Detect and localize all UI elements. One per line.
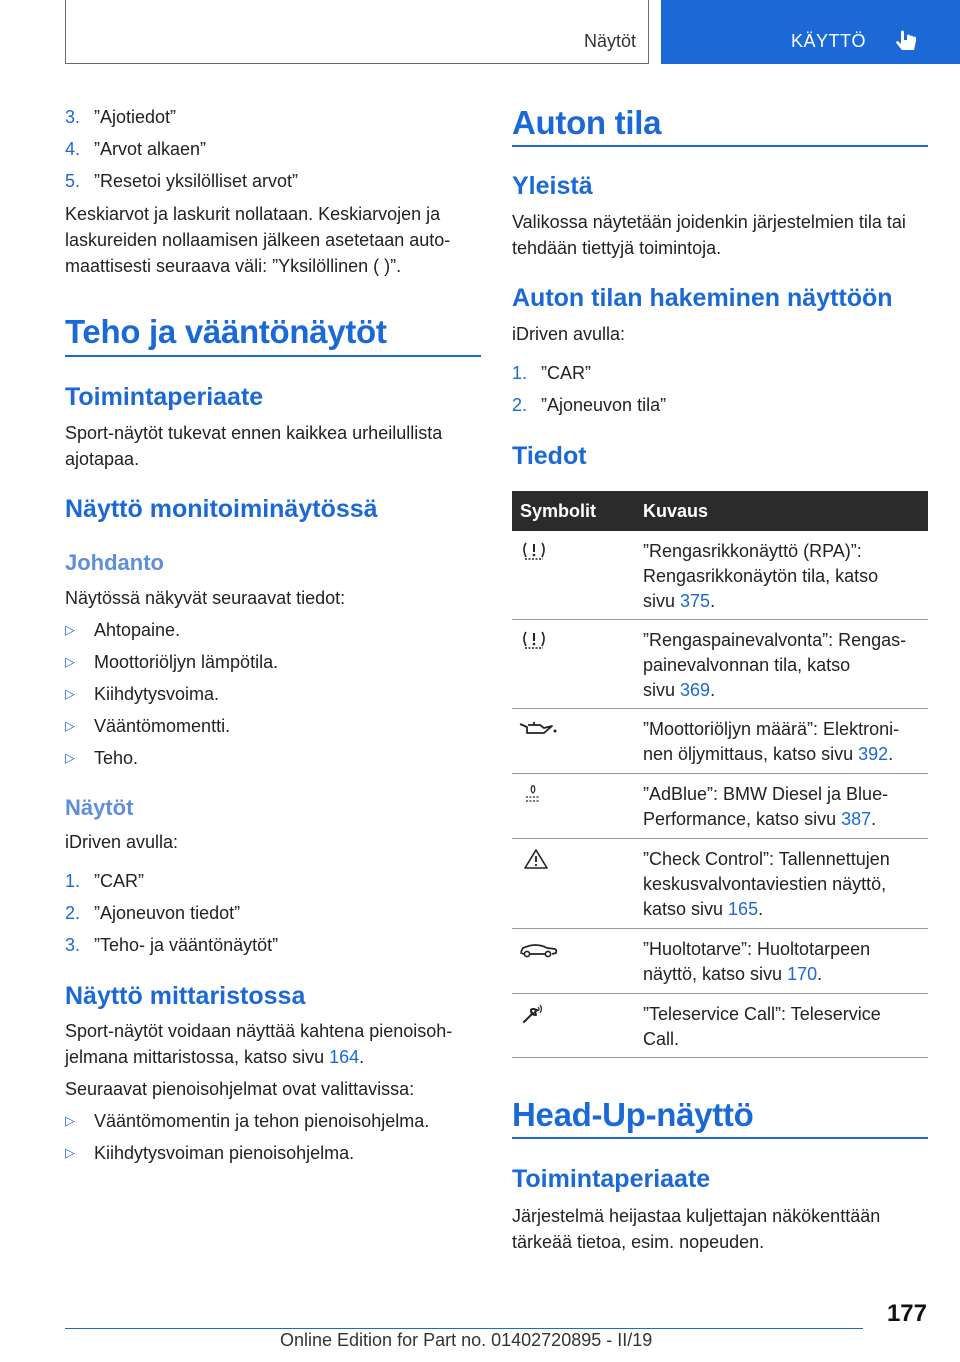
column-header-symbols: Symbolit [520,501,597,521]
step-text: ”CAR” [94,871,144,891]
bullet-icon: ▷ [65,1145,75,1160]
table-row [512,994,928,1058]
step-text: ”Arvot alkaen” [94,139,207,159]
heading-hud-principle: Toimintaperiaate [512,1165,711,1193]
table-row [512,839,928,929]
bullet-icon: ▷ [65,750,75,765]
step-text: ”CAR” [541,363,591,383]
list-item: Kiihdytysvoima. [94,684,220,704]
description-line [643,897,928,922]
reset-paragraph-line: Keskiarvot ja laskurit nollataan. Keskiarvojen ja [65,204,441,224]
page-link[interactable]: 164 [329,1047,360,1067]
description-line: ”Teleservice Call”: Teleservice [643,1004,881,1024]
bullet-icon: ▷ [65,654,75,669]
page-link[interactable]: 165 [728,899,759,919]
tire-pressure-icon [518,628,558,652]
header-section-title: Näytöt [583,31,636,51]
step-text: ”Ajotiedot” [94,107,177,127]
cluster-paragraph-line: Sport-näytöt voidaan näyttää kahtena pienoisoh- [65,1021,453,1041]
bullet-icon: ▷ [65,1113,75,1128]
description-text: nen öljymittaus, katso sivu [643,744,859,764]
description-text: sivu [643,680,681,700]
description-line [643,589,928,614]
column-header-description: Kuvaus [643,501,709,521]
adblue-icon [518,782,558,806]
list-item: Teho. [94,748,139,768]
general-paragraph-line: tehdään tiettyjä toimintoja. [512,238,722,258]
page-link[interactable]: 170 [787,964,818,984]
page-link[interactable]: 392 [858,744,889,764]
description-line: Call. [643,1029,680,1049]
row-description [643,937,928,987]
idrive-label: iDriven avulla: [512,324,626,344]
general-paragraph-line: Valikossa näytetään joidenkin järjestelmien tila tai [512,212,906,232]
cluster-paragraph-line [65,1044,364,1070]
row-description [643,539,928,614]
footer-edition: Online Edition for Part no. 01402720895 - II/19 [280,1330,653,1350]
header-section-box [65,0,649,64]
step-number: 2. [65,903,81,923]
bullet-icon: ▷ [65,686,75,701]
section-rule [512,145,928,147]
period: . [710,680,716,700]
step-number: 5. [65,171,81,191]
table-row [512,774,928,839]
heading-call-up: Auton tilan hakeminen näyttöön [512,284,893,312]
hud-paragraph-line: Järjestelmä heijastaa kuljettajan näkökenttään [512,1206,881,1226]
section-title-hud: Head-Up-näyttö [512,1096,754,1133]
available-paragraph: Seuraavat pienoisohjelmat ovat valittavissa: [65,1079,415,1099]
step-text: ”Teho- ja vääntönäytöt” [94,935,279,955]
page-link[interactable]: 369 [680,680,711,700]
description-text: katso sivu [643,899,729,919]
description-line: ”Rengasrikkonäyttö (RPA)”: [643,541,862,561]
description-line: ”Moottoriöljyn määrä”: Elektroni- [643,719,900,739]
row-description [643,782,928,832]
principle-paragraph-line: Sport-näytöt tukevat ennen kaikkea urheilullista [65,423,443,443]
reset-paragraph-line: maattisesti seuraava väli: ”Yksilöllinen ( )”. [65,256,402,276]
step-text: ”Resetoi yksilölliset arvot” [94,171,299,191]
step-text: ”Ajoneuvon tila” [541,395,667,415]
description-line: ”Check Control”: Tallennettujen [643,849,890,869]
description-line: ”Rengaspainevalvonta”: Rengas- [643,630,907,650]
section-title-vehicle-status: Auton tila [512,104,662,141]
section-rule [65,355,481,357]
intro-paragraph: Näytössä näkyvät seuraavat tiedot: [65,588,346,608]
row-description [643,628,928,703]
period: . [758,899,764,919]
header-chapter-tab[interactable] [661,0,960,64]
description-text: sivu [643,591,681,611]
description-line: Rengasrikkonäytön tila, katso [643,566,879,586]
description-line: keskusvalvontaviestien näyttö, [643,874,887,894]
period: . [888,744,894,764]
car-service-icon [518,937,558,961]
idrive-label: iDriven avulla: [65,832,179,852]
section-title-power: Teho ja vääntönäytöt [65,313,387,350]
warning-triangle-icon [518,847,558,871]
description-line [643,807,928,832]
heading-info: Tiedot [512,442,587,470]
heading-principle: Toimintaperiaate [65,383,264,411]
wrench-call-icon [518,1002,558,1026]
bullet-icon: ▷ [65,622,75,637]
cluster-text: jelmana mittaristossa, katso sivu [65,1047,325,1067]
footer-rule [65,1328,863,1329]
list-item: Vääntömomentin ja tehon pienoisohjelma. [94,1111,430,1131]
principle-paragraph-line: ajotapaa. [65,449,140,469]
period: . [871,809,877,829]
page-link[interactable]: 375 [680,591,711,611]
table-row [512,929,928,994]
step-number: 1. [65,871,81,891]
list-item: Moottoriöljyn lämpötila. [94,652,279,672]
description-line: ”AdBlue”: BMW Diesel ja Blue- [643,784,889,804]
description-line: painevalvonnan tila, katso [643,655,851,675]
bullet-icon: ▷ [65,718,75,733]
step-text: ”Ajoneuvon tiedot” [94,903,241,923]
heading-intro: Johdanto [65,550,164,575]
step-number: 4. [65,139,81,159]
row-description [643,847,928,922]
row-description [643,717,928,767]
header-chapter-title: KÄYTTÖ [791,31,867,51]
list-item: Vääntömomentti. [94,716,231,736]
heading-general: Yleistä [512,172,593,200]
heading-multifunction: Näyttö monitoiminäytössä [65,495,378,523]
tire-warning-icon [518,539,558,563]
pointing-hand-icon [894,28,920,54]
description-line [643,742,928,767]
oil-can-icon [518,717,558,741]
heading-displays: Näytöt [65,795,134,820]
reset-paragraph-line: laskureiden nollaamisen jälkeen asetetaan auto- [65,230,451,250]
step-number: 2. [512,395,528,415]
description-line [643,962,928,987]
description-text: näyttö, katso sivu [643,964,788,984]
table-row [512,709,928,774]
list-item: Kiihdytysvoiman pienoisohjelma. [94,1143,355,1163]
step-number: 3. [65,107,81,127]
hud-paragraph-line: tärkeää tietoa, esim. nopeuden. [512,1232,765,1252]
section-rule [512,1137,928,1139]
table-row [512,531,928,620]
period: . [817,964,823,984]
table-row [512,620,928,709]
row-description [643,1002,928,1052]
description-line: ”Huoltotarve”: Huoltotarpeen [643,939,871,959]
heading-cluster: Näyttö mittaristossa [65,982,306,1010]
page-link[interactable]: 387 [841,809,872,829]
step-number: 3. [65,935,81,955]
page-number: 177 [886,1300,927,1327]
period: . [710,591,716,611]
description-line [643,678,928,703]
list-item: Ahtopaine. [94,620,181,640]
period: . [359,1047,365,1067]
description-text: Performance, katso sivu [643,809,842,829]
table-header [512,491,928,531]
step-number: 1. [512,363,528,383]
